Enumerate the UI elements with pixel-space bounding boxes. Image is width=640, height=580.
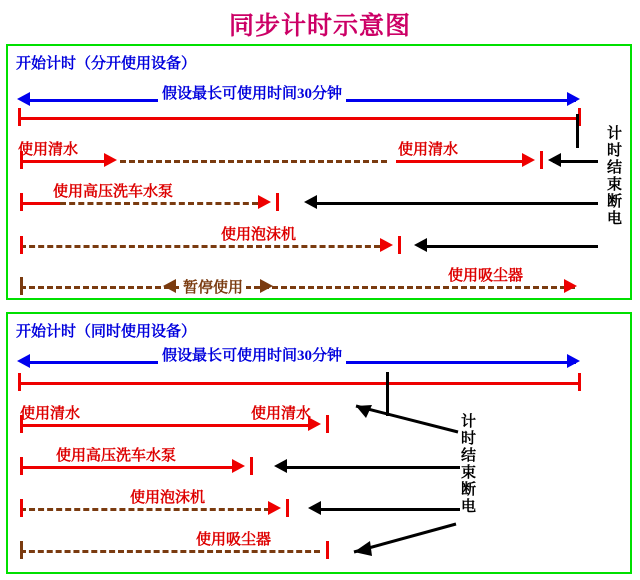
row1-arrow-right-simultaneous — [308, 417, 321, 431]
row3-pointer-line-separate — [426, 245, 598, 248]
row2-label-simultaneous: 使用高压洗车水泵 — [56, 448, 177, 464]
row1-start-tick-separate — [20, 151, 23, 169]
panel-simultaneous-usage — [6, 312, 632, 574]
panel-header-simultaneous: 开始计时（同时使用设备） — [16, 324, 197, 340]
row1-arrow-right2-separate — [522, 153, 535, 167]
row3-end-tick-simultaneous — [286, 499, 289, 517]
row4-dashed-simultaneous — [20, 550, 320, 553]
row2-pointer-line-simultaneous — [286, 466, 460, 469]
timeline-start-tick-separate — [18, 108, 21, 126]
row4-pointer-simultaneous — [338, 514, 468, 564]
row4-label-separate: 使用吸尘器 — [448, 268, 524, 284]
row4-dashed-separate — [20, 286, 575, 289]
row1-arrow-right-separate — [104, 153, 117, 167]
row1-red-seg2-separate — [396, 160, 524, 163]
row1-start-tick-simultaneous — [20, 415, 23, 433]
row1-label-left-simultaneous: 使用清水 — [20, 406, 81, 422]
row2-end-tick-separate — [276, 193, 279, 211]
duration-arrow-left-separate — [17, 92, 30, 106]
row3-label-simultaneous: 使用泡沫机 — [130, 490, 206, 506]
end-marker-separate — [576, 114, 579, 148]
duration-arrow-left-simultaneous — [17, 354, 30, 368]
panel-header-separate: 开始计时（分开使用设备） — [16, 56, 197, 72]
row3-arrow-right-simultaneous — [268, 501, 281, 515]
row3-dashed-simultaneous — [20, 508, 270, 511]
row4-label-simultaneous: 使用吸尘器 — [196, 532, 272, 548]
row1-dashed-separate — [120, 160, 387, 163]
row3-dashed-separate — [20, 245, 380, 248]
row2-pointer-line-separate — [316, 202, 598, 205]
duration-label-simultaneous: 假设最长可使用时间30分钟 — [158, 344, 346, 365]
row4-arrow-right-separate — [564, 279, 577, 293]
row1-pointer-simultaneous — [338, 394, 468, 434]
row1-end-tick-separate — [540, 151, 543, 169]
timeline-simultaneous — [18, 382, 580, 385]
row3-start-tick-simultaneous — [20, 499, 23, 517]
pause-arrow-right-separate — [260, 279, 273, 293]
timeline-separate — [18, 117, 580, 120]
row3-label-separate: 使用泡沫机 — [221, 227, 297, 243]
timeline-start-tick-simultaneous — [18, 373, 21, 391]
timeline-end-tick-simultaneous — [578, 373, 581, 391]
row1-label-right-separate: 使用清水 — [398, 142, 459, 158]
row2-arrow-right-separate — [258, 195, 271, 209]
row3-start-tick-separate — [20, 236, 23, 254]
end-note-separate: 计时结束断电 — [606, 126, 622, 227]
pause-arrow-left-separate — [163, 279, 176, 293]
row2-end-tick-simultaneous — [250, 457, 253, 475]
row1-red-seg-separate — [20, 160, 105, 163]
duration-label-separate: 假设最长可使用时间30分钟 — [158, 82, 346, 103]
row1-end-tick-simultaneous — [326, 415, 329, 433]
row3-end-tick-separate — [398, 236, 401, 254]
pause-label-separate: 暂停使用 — [180, 276, 246, 297]
row2-pointer-arrow-simultaneous — [274, 459, 287, 473]
row2-arrow-right-simultaneous — [232, 459, 245, 473]
row2-red-seg-simultaneous — [20, 466, 234, 469]
row1-label-left-separate: 使用清水 — [18, 142, 79, 158]
row2-dashed-separate — [60, 202, 258, 205]
duration-arrow-right-simultaneous — [567, 354, 580, 368]
page-title: 同步计时示意图 — [228, 13, 411, 40]
row4-start-tick-simultaneous — [20, 541, 23, 559]
duration-arrow-right-separate — [567, 92, 580, 106]
end-note-simultaneous: 计时结束断电 — [460, 414, 476, 515]
row3-pointer-arrow-separate — [414, 238, 427, 252]
row1-red-seg-simultaneous — [20, 424, 310, 427]
row2-start-tick-separate — [20, 193, 23, 211]
row3-pointer-arrow-simultaneous — [308, 501, 321, 515]
row2-label-separate: 使用高压洗车水泵 — [53, 184, 174, 200]
row1-label-right-simultaneous: 使用清水 — [248, 402, 314, 423]
row3-pointer-line-simultaneous — [320, 508, 460, 511]
row1-pointer-arrow-separate — [548, 153, 561, 167]
row4-start-tick-separate — [20, 277, 23, 295]
row2-pointer-arrow-separate — [304, 195, 317, 209]
row2-red-seg-separate — [20, 202, 60, 205]
row4-end-tick-simultaneous — [326, 541, 329, 559]
row2-start-tick-simultaneous — [20, 457, 23, 475]
row3-arrow-right-separate — [380, 238, 393, 252]
panel-separate-usage — [6, 44, 632, 300]
